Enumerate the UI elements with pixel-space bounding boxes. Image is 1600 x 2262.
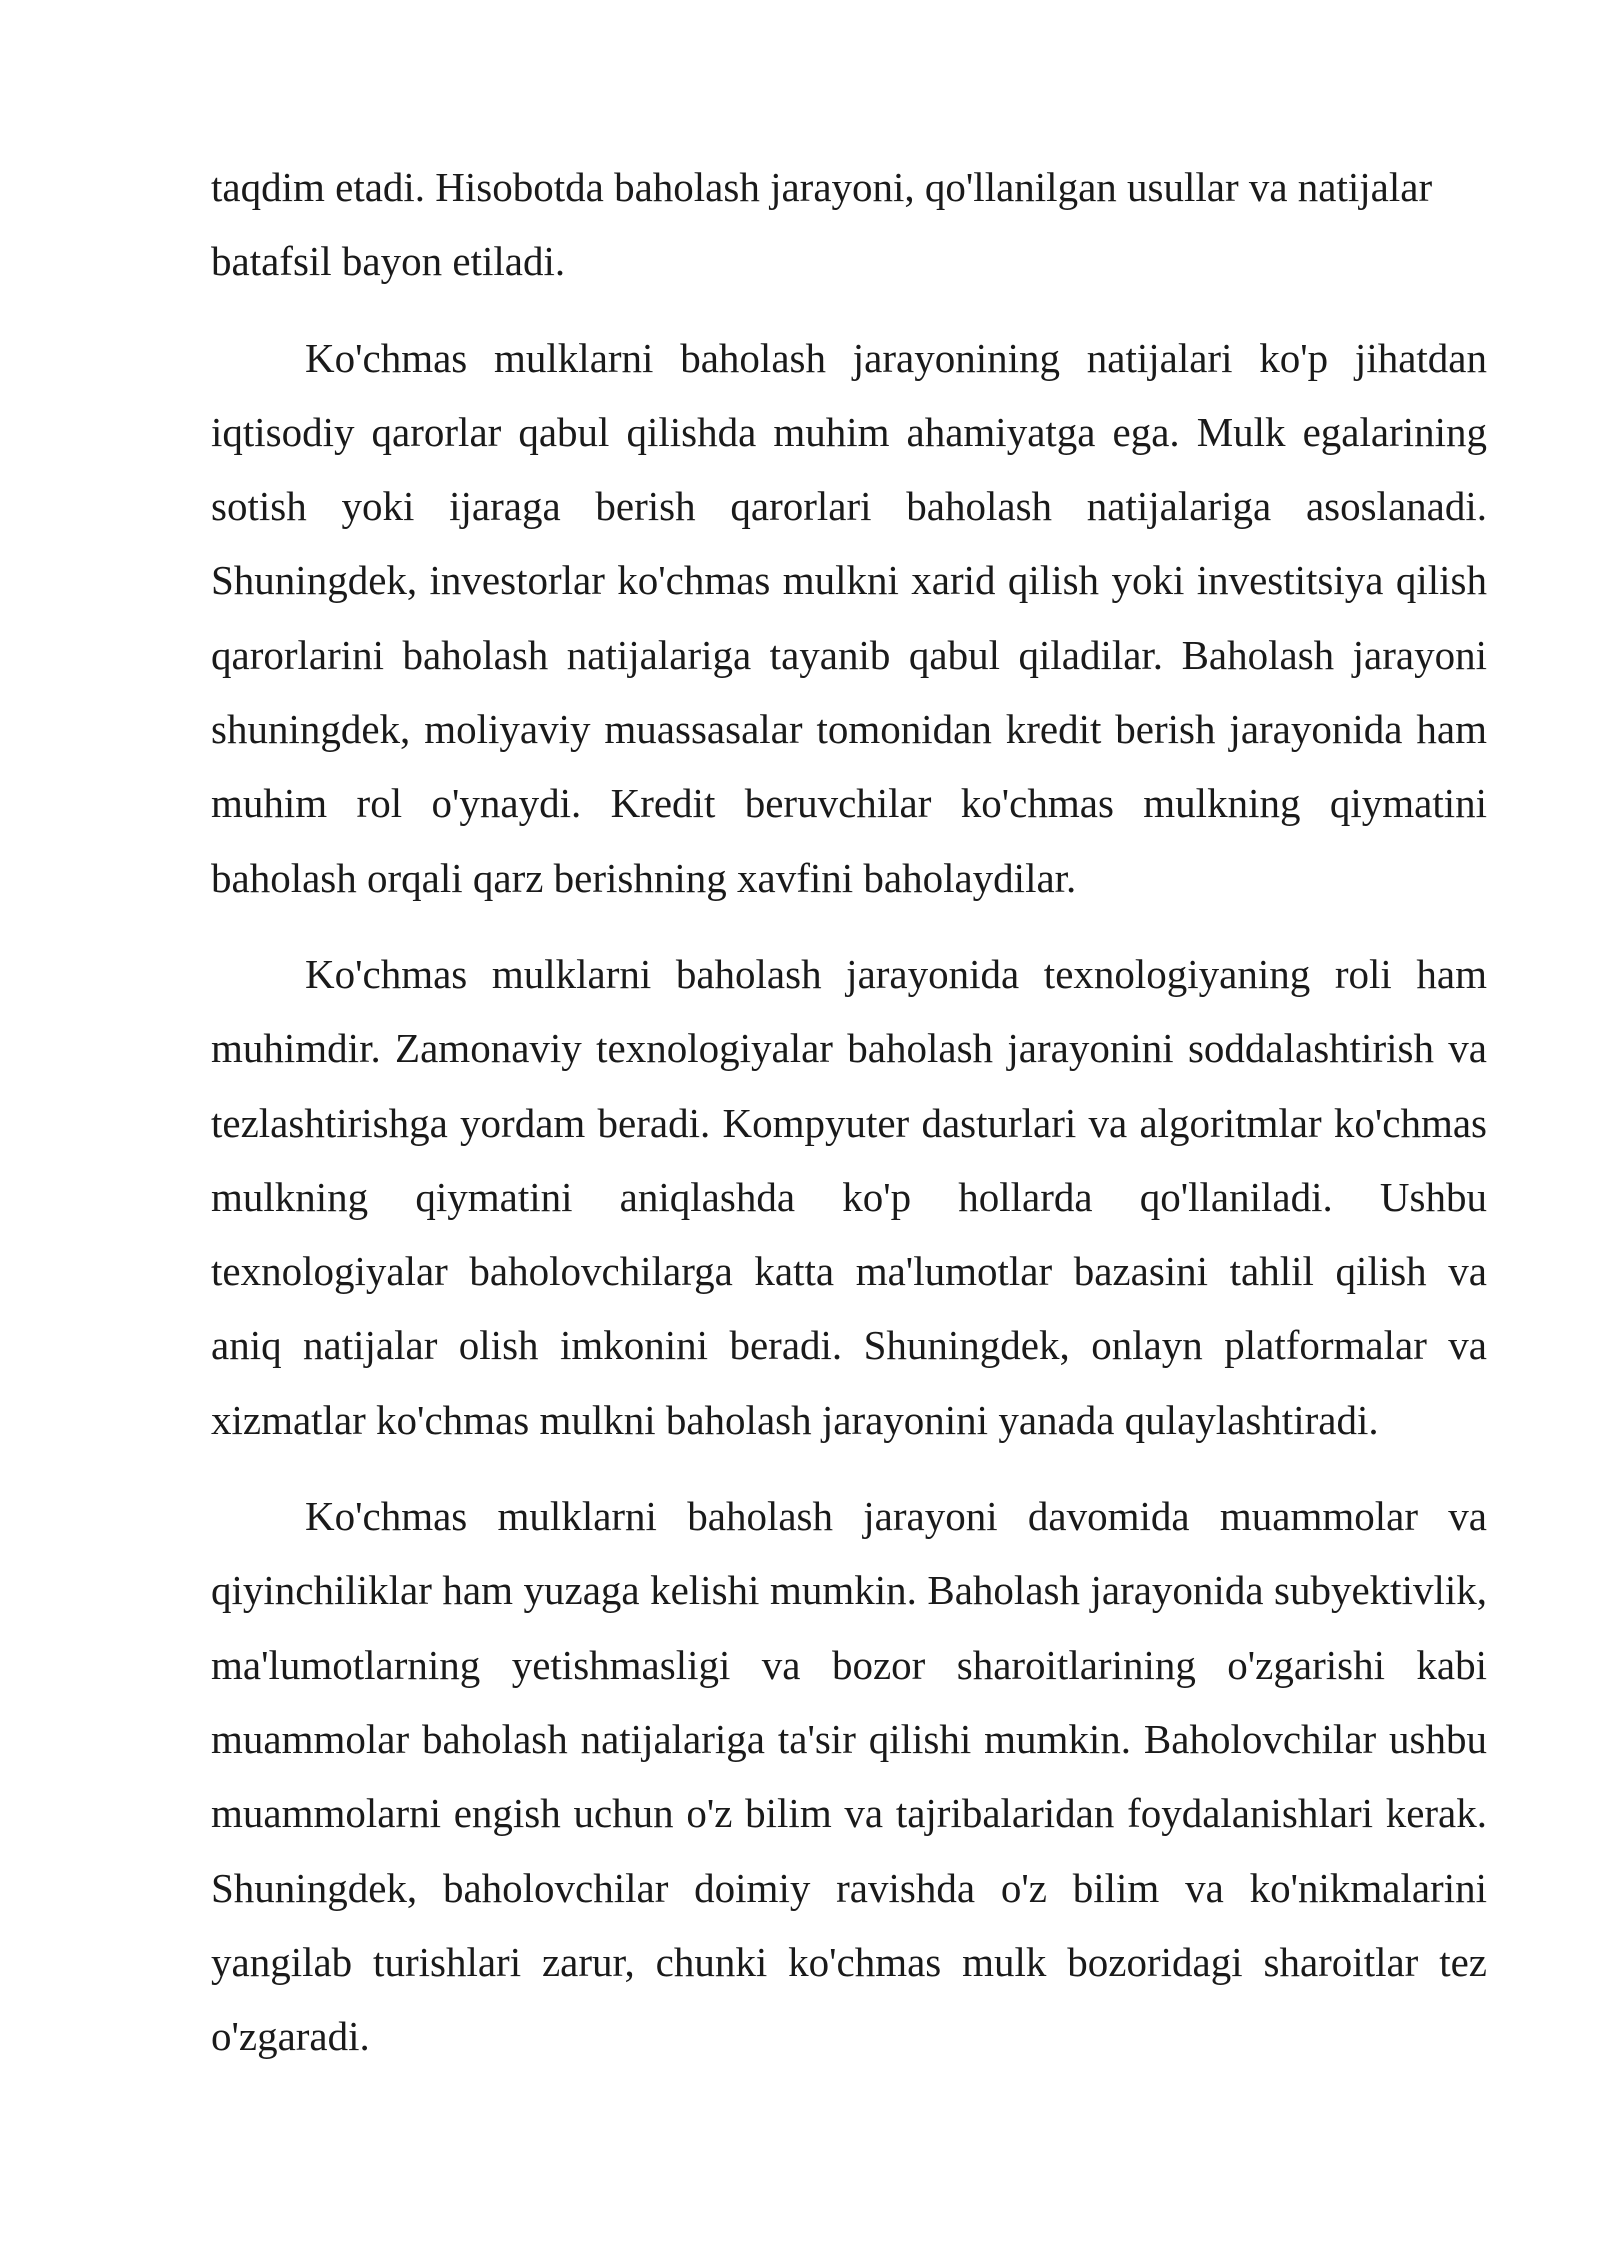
paragraph-technology-role: Ko'chmas mulklarni baholash jarayonida texnologiyaning roli ham muhimdir. Zamonaviy texnologiyalar baholash jarayonini soddalashtirish va tezlashtirishga yordam beradi. Kompyuter dasturlari va algoritmlar ko'chmas mulkning qiymatini aniqlashda ko'p hollarda qo'llaniladi. Ushbu texnologiyalar baholovchilarga katta ma'lumotlar bazasini tahlil qilish va aniq natijalar olish imkonini beradi. Shuningdek, onlayn platformalar va xizmatlar ko'chmas mulkni baholash jarayonini yanada qulaylashtiradi. xyxy=(211,950,1487,1443)
document-body xyxy=(211,150,1487,2095)
paragraph-evaluation-results: Ko'chmas mulklarni baholash jarayonining natijalari ko'p jihatdan iqtisodiy qarorlar qabul qilishda muhim ahamiyatga ega. Mulk egalarining sotish yoki ijaraga berish qarorlari baholash natijalariga asoslanadi. Shuningdek, investorlar ko'chmas mulkni xarid qilish yoki investitsiya qilish qarorlarini baholash natijalariga tayanib qabul qiladilar. Baholash jarayoni shuningdek, moliyaviy muassasalar tomonidan kredit berish jarayonida ham muhim rol o'ynaydi. Kredit beruvchilar ko'chmas mulkning qiymatini baholash orqali qarz berishning xavfini baholaydilar. xyxy=(211,334,1487,901)
paragraph-problems-challenges: Ko'chmas mulklarni baholash jarayoni davomida muammolar va qiyinchiliklar ham yuzaga kelishi mumkin. Baholash jarayonida subyektivlik, ma'lumotlarning yetishmasligi va bozor sharoitlarining o'zgarishi kabi muammolar baholash natijalariga ta'sir qilishi mumkin. Baholovchilar ushbu muammolarni engish uchun o'z bilim va tajribalaridan foydalanishlari kerak. Shuningdek, baholovchilar doimiy ravishda o'z bilim va ko'nikmalarini yangilab turishlari zarur, chunki ko'chmas mulk bozoridagi sharoitlar tez o'zgaradi. xyxy=(211,1493,1487,2060)
paragraph-continued: taqdim etadi. Hisobotda baholash jarayoni, qo'llanilgan usullar va natijalar batafsil bayon etiladi. xyxy=(211,164,1433,285)
